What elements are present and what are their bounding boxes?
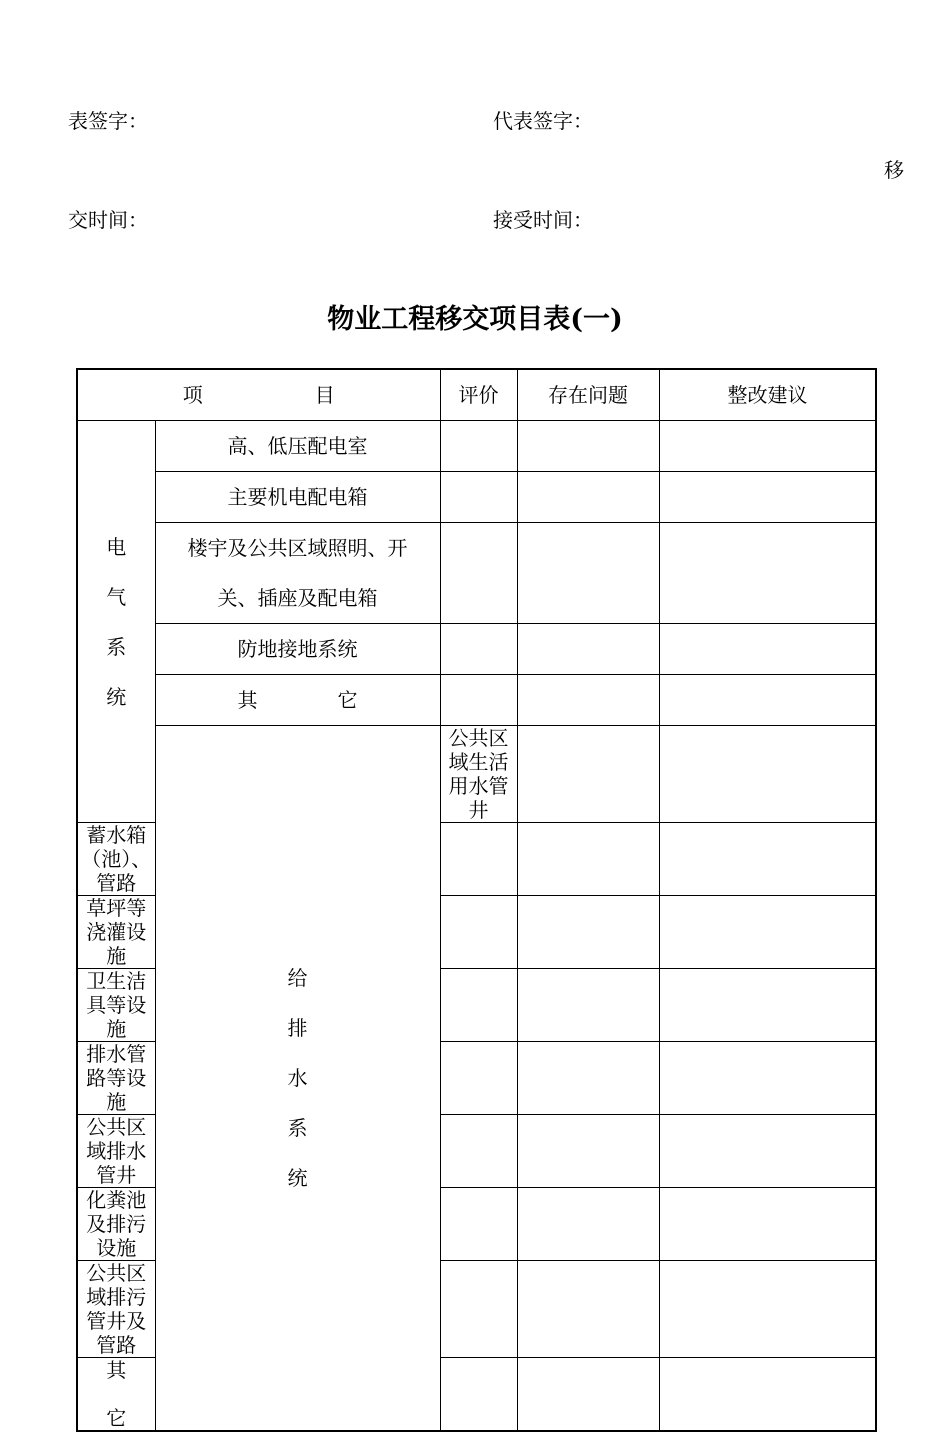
left-signature-label: 表签字： <box>68 109 148 133</box>
item-cell: 草坪等浇灌设施 <box>77 896 155 969</box>
suggestion-cell[interactable] <box>659 421 876 472</box>
right-signature-label: 代表签字： <box>493 109 593 133</box>
rating-cell[interactable] <box>440 472 517 523</box>
other-char-b: 它 <box>337 688 358 712</box>
rating-cell[interactable] <box>440 1042 517 1115</box>
item-text-line: 关、插座及配电箱 <box>217 586 378 610</box>
group-electrical <box>77 421 155 823</box>
suggestion-cell[interactable] <box>659 1358 876 1432</box>
suggestion-cell[interactable] <box>659 969 876 1042</box>
header-item <box>77 369 440 421</box>
item-cell: 卫生洁具等设施 <box>77 969 155 1042</box>
suggestion-cell[interactable] <box>659 1042 876 1115</box>
rating-cell[interactable] <box>440 969 517 1042</box>
suggestion-cell[interactable] <box>659 896 876 969</box>
item-cell: 主要机电配电箱 <box>155 472 440 523</box>
issues-cell[interactable] <box>517 823 659 896</box>
other-char-a: 其 <box>237 688 258 712</box>
group-char: 给 <box>287 966 308 990</box>
table-row <box>77 523 876 624</box>
issues-cell[interactable] <box>517 675 659 726</box>
rating-cell[interactable] <box>440 1261 517 1358</box>
group-char: 统 <box>106 684 127 709</box>
table-row <box>77 726 876 823</box>
item-cell: 高、低压配电室 <box>155 421 440 472</box>
issues-cell[interactable] <box>517 1188 659 1261</box>
header-item-char-b: 目 <box>314 383 335 407</box>
other-char-a: 其 <box>106 1358 127 1382</box>
rating-cell[interactable] <box>440 1358 517 1432</box>
header-issues: 存在问题 <box>517 369 659 421</box>
item-text-line: 楼宇及公共区域照明、开 <box>187 536 408 560</box>
table-row <box>77 421 876 472</box>
page-title: 物业工程移交项目表(一) <box>327 304 623 335</box>
item-cell <box>155 523 440 624</box>
suggestion-cell[interactable] <box>659 1261 876 1358</box>
suggestion-cell[interactable] <box>659 823 876 896</box>
group-char: 统 <box>287 1166 308 1190</box>
header-suggestions: 整改建议 <box>659 369 876 421</box>
header-item-char-a: 项 <box>182 383 203 407</box>
issues-cell[interactable] <box>517 1042 659 1115</box>
item-cell: 公共区域生活用水管井 <box>440 726 517 823</box>
issues-cell[interactable] <box>517 624 659 675</box>
suggestion-cell[interactable] <box>659 675 876 726</box>
item-cell: 蓄水箱（池）、管路 <box>77 823 155 896</box>
suggestion-cell[interactable] <box>659 523 876 624</box>
rating-cell[interactable] <box>440 523 517 624</box>
rating-cell[interactable] <box>440 1188 517 1261</box>
rating-cell[interactable] <box>517 726 659 823</box>
group-water <box>155 726 440 1432</box>
group-char: 电 <box>106 534 127 559</box>
issues-cell[interactable] <box>517 523 659 624</box>
handover-table <box>76 368 877 1432</box>
rating-cell[interactable] <box>440 896 517 969</box>
rating-cell[interactable] <box>440 675 517 726</box>
suggestion-cell[interactable] <box>659 472 876 523</box>
issues-cell[interactable] <box>517 896 659 969</box>
suggestion-cell[interactable] <box>659 1115 876 1188</box>
right-time-label: 接受时间： <box>493 208 593 232</box>
table-row <box>77 472 876 523</box>
group-char: 水 <box>287 1066 308 1090</box>
item-cell: 化粪池及排污设施 <box>77 1188 155 1261</box>
issues-cell[interactable] <box>517 1358 659 1432</box>
item-cell: 防地接地系统 <box>155 624 440 675</box>
suggestion-cell[interactable] <box>659 1188 876 1261</box>
rating-cell[interactable] <box>440 421 517 472</box>
header-row <box>77 369 876 421</box>
header-rating: 评价 <box>440 369 517 421</box>
issues-cell[interactable] <box>517 1261 659 1358</box>
item-cell-other <box>155 675 440 726</box>
other-char-b: 它 <box>106 1406 127 1430</box>
group-char: 气 <box>106 584 127 609</box>
issues-cell[interactable] <box>517 1115 659 1188</box>
rating-cell[interactable] <box>440 823 517 896</box>
item-cell: 公共区域排水管井 <box>77 1115 155 1188</box>
issues-cell[interactable] <box>517 421 659 472</box>
group-char: 系 <box>287 1116 308 1140</box>
table-row <box>77 624 876 675</box>
rating-cell[interactable] <box>440 1115 517 1188</box>
issues-cell[interactable] <box>517 969 659 1042</box>
group-char: 系 <box>106 634 127 659</box>
group-char: 排 <box>287 1016 308 1040</box>
suggestion-cell[interactable] <box>659 624 876 675</box>
issues-cell[interactable] <box>659 726 876 823</box>
left-time-label: 交时间： <box>68 208 148 232</box>
item-cell: 排水管路等设施 <box>77 1042 155 1115</box>
item-cell: 公共区域排污管井及管路 <box>77 1261 155 1358</box>
item-cell-other <box>77 1358 155 1432</box>
table-row <box>77 675 876 726</box>
issues-cell[interactable] <box>517 472 659 523</box>
rating-cell[interactable] <box>440 624 517 675</box>
wrapped-char: 移 <box>884 158 904 182</box>
